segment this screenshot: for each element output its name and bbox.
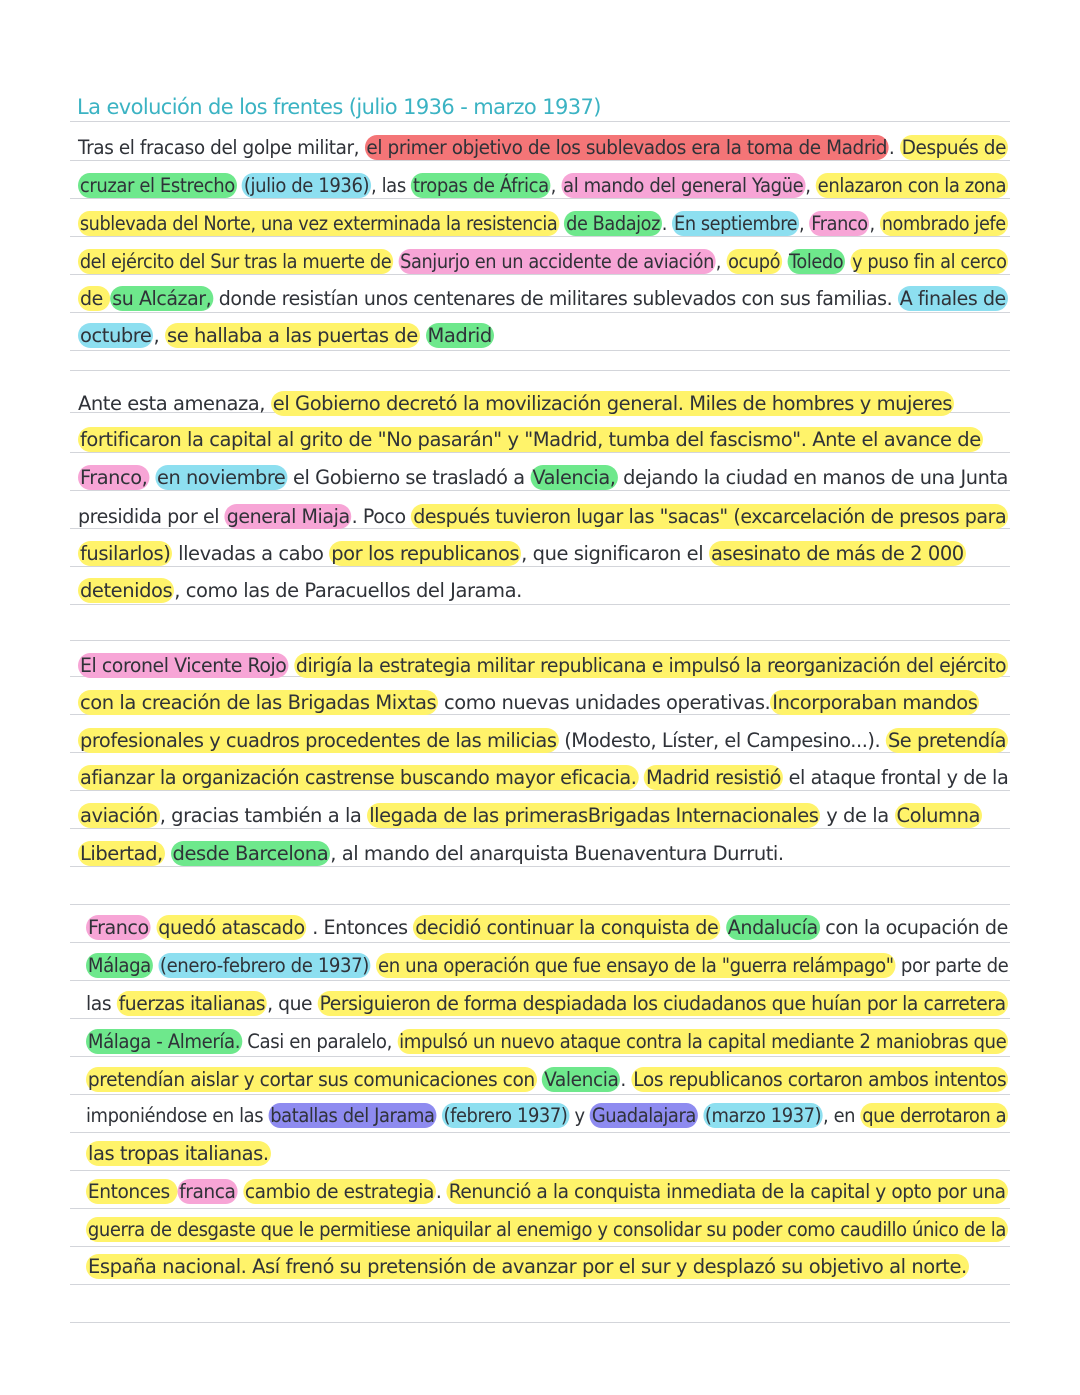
text-segment: dejando la ciudad en manos de una Junta xyxy=(617,466,1008,489)
ruled-line xyxy=(70,1284,1010,1285)
text-segment: imponiéndose en las xyxy=(86,1104,269,1127)
text-line xyxy=(86,913,1008,943)
text-segment xyxy=(420,324,426,347)
text-segment: , xyxy=(798,212,810,235)
highlight-yellow: guerra de desgaste que le permitiese aniquilar al enemigo y consolidar su poder como caudillo único de la xyxy=(87,1218,1006,1241)
text-segment xyxy=(165,842,171,865)
text-segment: . xyxy=(888,136,900,159)
text-segment: con la ocupación de xyxy=(819,916,1008,939)
highlight-yellow: después tuvieron lugar las "sacas" (excarcelación de presos para xyxy=(413,505,1007,528)
page-title: La evolución de los frentes (julio 1936 - marzo 1937) xyxy=(77,95,601,119)
text-segment xyxy=(782,250,787,273)
text-line xyxy=(78,425,983,455)
text-segment: , al mando del anarquista Buenaventura Durruti. xyxy=(330,842,784,865)
highlight-yellow: Entonces xyxy=(87,1180,176,1203)
text-segment: presidida por el xyxy=(78,505,225,528)
highlight-yellow: Después de xyxy=(901,136,1007,159)
highlight-blue: A finales de xyxy=(899,287,1006,310)
text-segment: , xyxy=(715,250,727,273)
text-segment: , xyxy=(805,174,816,197)
text-segment: , las xyxy=(370,174,412,197)
highlight-blue: en noviembre xyxy=(156,466,286,489)
text-segment: . Poco xyxy=(351,505,412,528)
text-line xyxy=(78,539,966,569)
highlight-yellow: Los republicanos cortaron ambos intentos xyxy=(633,1068,1007,1091)
text-line xyxy=(86,1065,1008,1095)
text-segment: las xyxy=(86,992,117,1015)
text-line xyxy=(86,1101,1008,1131)
text-line xyxy=(86,989,1008,1019)
text-line xyxy=(86,1215,1008,1245)
ruled-line xyxy=(70,640,1010,641)
text-line xyxy=(78,688,979,718)
text-line xyxy=(78,389,954,419)
text-line xyxy=(78,839,784,869)
highlight-yellow: en una operación que fue ensayo de la "guerra relámpago" xyxy=(377,954,894,977)
highlight-pink: El coronel Vicente Rojo xyxy=(79,654,287,677)
highlight-green: desde Barcelona xyxy=(172,842,329,865)
text-segment: , como las de Paracuellos del Jarama. xyxy=(174,579,522,602)
text-segment: donde resistían unos centenares de militares sublevados con sus familias. xyxy=(213,287,898,310)
text-segment: , xyxy=(550,174,562,197)
highlight-yellow: impulsó un nuevo ataque contra la capital mediante 2 maniobras que xyxy=(399,1030,1007,1053)
text-segment xyxy=(237,1180,242,1203)
highlight-yellow: sublevada del Norte, una vez exterminada la resistencia xyxy=(79,212,558,235)
highlight-yellow: fortificaron la capital al grito de "No pasarán" y "Madrid, tumba del fascismo". Ante el avance de xyxy=(80,428,981,451)
text-segment: por parte de xyxy=(895,954,1009,977)
ruled-line xyxy=(70,1246,1010,1247)
text-segment xyxy=(436,1104,441,1127)
text-segment xyxy=(149,466,155,489)
text-line xyxy=(86,1177,1008,1207)
ruled-line xyxy=(70,1170,1010,1171)
text-segment xyxy=(153,954,158,977)
text-line xyxy=(78,321,494,351)
highlight-violet: Guadalajara xyxy=(591,1104,696,1127)
text-line xyxy=(78,763,1008,793)
highlight-green: Málaga xyxy=(87,954,151,977)
text-segment: como nuevas unidades operativas. xyxy=(438,691,771,714)
highlight-yellow: fuerzas italianas xyxy=(118,992,266,1015)
text-segment: y de la xyxy=(820,804,895,827)
highlight-yellow: cambio de estrategia xyxy=(244,1180,434,1203)
highlight-green: cruzar el Estrecho xyxy=(79,174,235,197)
highlight-yellow: decidió continuar la conquista de xyxy=(415,916,719,939)
text-line xyxy=(86,1252,969,1282)
highlight-yellow: fusilarlos) xyxy=(80,542,171,565)
highlight-yellow: que derrotaron a xyxy=(862,1104,1007,1127)
highlight-blue: (enero-febrero de 1937) xyxy=(159,954,369,977)
highlight-yellow: Columna xyxy=(896,804,980,827)
highlight-blue: En septiembre xyxy=(674,212,798,235)
text-line xyxy=(78,502,1008,532)
text-segment: . xyxy=(661,212,673,235)
text-segment xyxy=(393,250,398,273)
highlight-yellow: llegada de las primerasBrigadas Internacionales xyxy=(369,804,819,827)
highlight-pink: Sanjurjo en un accidente de aviación xyxy=(400,250,714,273)
ruled-line xyxy=(70,904,1010,905)
highlight-green: Málaga - Almería. xyxy=(87,1030,241,1053)
text-segment: , xyxy=(869,212,880,235)
highlight-yellow: se hallaba a las puertas de xyxy=(166,324,418,347)
text-segment: (Modesto, Líster, el Campesino...). xyxy=(558,729,886,752)
highlight-green: Madrid xyxy=(427,324,492,347)
highlight-pink: general Miaja xyxy=(226,505,350,528)
text-segment: y xyxy=(569,1104,590,1127)
text-segment: el ataque frontal y de la xyxy=(782,766,1009,789)
highlight-yellow: España nacional. Así frenó su pretensión de avanzar por el sur y desplazó su objetivo al norte. xyxy=(88,1255,967,1278)
text-line xyxy=(78,171,1008,201)
highlight-yellow: el Gobierno decretó la movilización general. Miles de hombres y mujeres xyxy=(272,392,952,415)
highlight-yellow: con la creación de las Brigadas Mixtas xyxy=(80,691,437,714)
text-line xyxy=(78,247,1008,277)
highlight-yellow: profesionales y cuadros procedentes de las milicias xyxy=(79,729,557,752)
text-line xyxy=(78,801,982,831)
highlight-pink: franca xyxy=(179,1180,236,1203)
highlight-yellow: Renunció a la conquista inmediata de la capital y opto por una xyxy=(448,1180,1006,1203)
ruled-line xyxy=(70,1132,1010,1133)
highlight-yellow: aviación xyxy=(80,804,158,827)
text-segment: . xyxy=(620,1068,632,1091)
text-line xyxy=(78,576,522,606)
highlight-yellow: dirigía la estrategia militar republicana e impulsó la reorganización del ejército xyxy=(295,654,1007,677)
highlight-pink: Franco xyxy=(87,916,149,939)
highlight-yellow: quedó atascado xyxy=(158,916,305,939)
ruled-line xyxy=(70,370,1010,371)
text-line xyxy=(78,651,1008,681)
text-segment: , que significaron el xyxy=(521,542,709,565)
text-segment: llevadas a cabo xyxy=(172,542,330,565)
ruled-line xyxy=(70,1322,1010,1323)
highlight-blue: (marzo 1937) xyxy=(704,1104,822,1127)
text-segment: Tras el fracaso del golpe militar, xyxy=(78,136,365,159)
text-segment: el Gobierno se trasladó a xyxy=(287,466,531,489)
highlight-yellow: ocupó xyxy=(728,250,781,273)
text-segment xyxy=(151,916,157,939)
text-segment xyxy=(720,916,726,939)
text-segment xyxy=(698,1104,703,1127)
highlight-yellow: Incorporaban mandos xyxy=(772,691,978,714)
highlight-yellow: las tropas italianas. xyxy=(88,1142,269,1165)
highlight-green: Valencia, xyxy=(532,466,616,489)
highlight-yellow: enlazaron con la zona xyxy=(817,174,1007,197)
highlight-yellow: detenidos xyxy=(80,579,173,602)
highlight-pink: Franco, xyxy=(79,466,148,489)
highlight-yellow: pretendían aislar y cortar sus comunicaciones con xyxy=(87,1068,535,1091)
highlight-blue: octubre xyxy=(80,324,152,347)
highlight-violet: batallas del Jarama xyxy=(270,1104,435,1127)
highlight-yellow: asesinato de más de 2 000 xyxy=(710,542,964,565)
highlight-yellow: de xyxy=(79,287,109,310)
text-segment: , en xyxy=(823,1104,861,1127)
highlight-yellow: Se pretendía xyxy=(887,729,1007,752)
highlight-yellow: y puso fin al cerco xyxy=(852,250,1007,273)
text-line xyxy=(78,133,1008,163)
text-segment: Casi en paralelo, xyxy=(241,1030,398,1053)
text-line xyxy=(78,284,1008,314)
highlight-green: tropas de África xyxy=(412,174,549,197)
highlight-yellow: Madrid resistió xyxy=(646,766,782,789)
highlight-green: Andalucía xyxy=(727,916,818,939)
highlight-yellow: Persiguieron de forma despiadada los ciudadanos que huían por la carretera xyxy=(319,992,1006,1015)
text-segment: , xyxy=(153,324,165,347)
highlight-green: de Badajoz xyxy=(566,212,660,235)
highlight-pink: Franco xyxy=(811,212,868,235)
text-line xyxy=(78,726,1008,756)
text-line xyxy=(86,951,1008,981)
highlight-green: Toledo xyxy=(788,250,844,273)
highlight-yellow: Libertad, xyxy=(80,842,163,865)
ruled-line xyxy=(70,1208,1010,1209)
highlight-pink: al mando del general Yagüe xyxy=(563,174,804,197)
text-line xyxy=(86,1027,1008,1057)
highlight-yellow: del ejército del Sur tras la muerte de xyxy=(79,250,392,273)
text-line xyxy=(78,209,1008,239)
text-segment: . xyxy=(435,1180,447,1203)
highlight-yellow: afianzar la organización castrense buscando mayor eficacia. xyxy=(79,766,637,789)
text-segment: Ante esta amenaza, xyxy=(78,392,271,415)
highlight-red: el primer objetivo de los sublevados era la toma de Madrid xyxy=(366,136,888,159)
text-segment: , que xyxy=(267,992,318,1015)
highlight-yellow: nombrado jefe xyxy=(881,212,1006,235)
highlight-green: Valencia xyxy=(544,1068,619,1091)
text-line xyxy=(78,463,1008,493)
highlight-blue: (febrero 1937) xyxy=(443,1104,568,1127)
text-segment xyxy=(288,654,294,677)
text-segment: . Entonces xyxy=(306,916,414,939)
highlight-green: su Alcázar, xyxy=(112,287,212,310)
text-line xyxy=(86,1139,271,1169)
text-segment: , gracias también a la xyxy=(159,804,368,827)
highlight-blue: (julio de 1936) xyxy=(243,174,370,197)
highlight-yellow: por los republicanos xyxy=(331,542,520,565)
